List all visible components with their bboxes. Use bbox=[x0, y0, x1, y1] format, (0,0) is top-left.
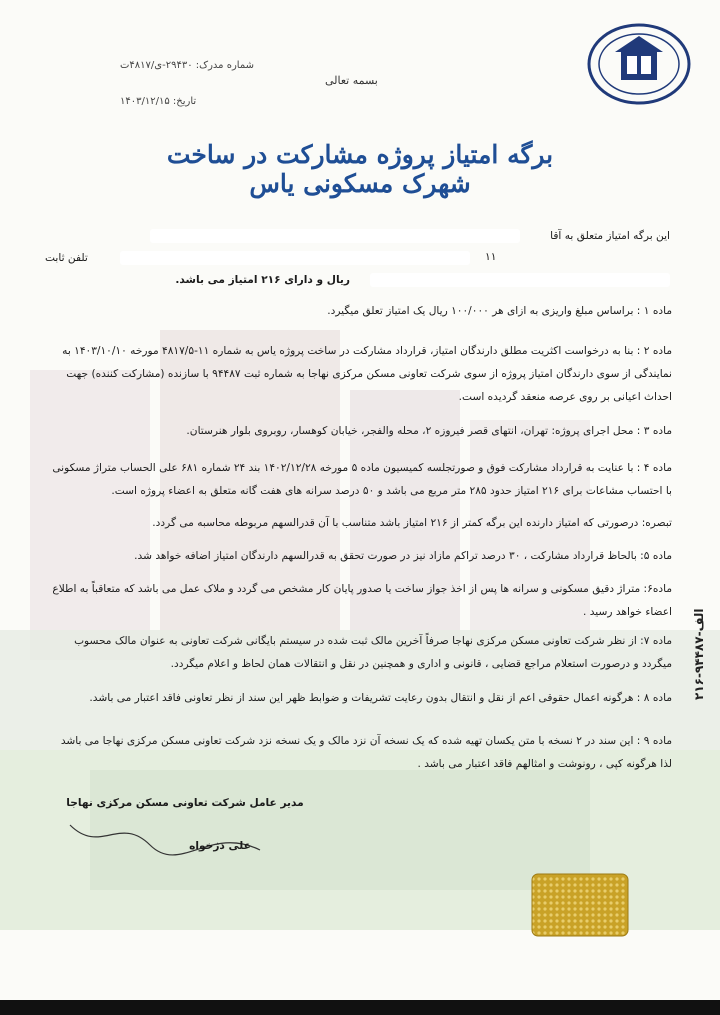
article-3: ماده ۳ : محل اجرای پروژه: تهران، انتهای قصر فیروزه ۲، محله والفجر، خیابان کوهسار، روبروی بلوار هنرستان. bbox=[186, 425, 672, 437]
document-date bbox=[120, 96, 196, 107]
intro-line-1: این برگه امتیاز متعلق به آقا bbox=[550, 230, 670, 242]
redaction-bar bbox=[370, 273, 670, 287]
intro-phone-label: تلفن ثابت bbox=[45, 252, 88, 264]
document-number-value: ۲۹۴۳۰-ی/۴۸۱۷ت bbox=[120, 60, 193, 71]
vertical-reference-code: الف-۹۴۴۸۷-۲۱۶ bbox=[692, 608, 706, 700]
document-title: برگه امتیاز پروژه مشارکت در ساخت شهرک مسکونی یاس bbox=[166, 140, 554, 198]
signatory-name: علی دژخواه bbox=[189, 840, 251, 852]
intro-points-line: ریال و دارای ۲۱۶ امتیاز می باشد. bbox=[175, 274, 350, 286]
gold-hologram-seal bbox=[530, 870, 630, 940]
signatory-title: مدیر عامل شرکت تعاونی مسکن مرکزی نهاجا bbox=[66, 797, 304, 809]
article-2: ماده ۲ : بنا به درخواست اکثریت مطلق دارندگان امتیاز، قرارداد مشارکت در ساخت پروژه یاس به شماره ۱۱-۴۸۱۷/۵ مورخه ۱۴۰۳/۱۰/۱۰ به نمایندگی از سوی دارندگان امتیاز پروژه از سوی شرکت تعاونی مسکن مرکزی نهاجا به شماره ثبت ۹۴۴۸۷ با سازنده (مشارکت کننده) جهت احداث اعیانی بر روی عرصه منعقد گردیده است. bbox=[62, 345, 672, 403]
article-4: ماده ۴ : با عنایت به قرارداد مشارکت فوق و صورتجلسه کمیسیون ماده ۵ مورخه ۱۴۰۲/۱۲/۲۸ بند ۲۴ شماره ۶۸۱ علی الحساب متراژ مسکونی با احتساب مشاعات برای ۲۱۶ امتیاز حدود ۲۸۵ متر مربع می باشد و ۵۰ درصد سرانه های هفت گانه متعلق به اعضاء پروژه است. bbox=[52, 462, 672, 497]
intro-phone-fragment: ۱۱ bbox=[485, 251, 497, 263]
article-7: ماده ۷: از نظر شرکت تعاونی مسکن مرکزی نهاجا صرفاً آخرین مالک ثبت شده در سیستم بایگانی شرکت تعاونی به عنوان مالک محسوب میگردد و درصورت استعلام مراجع قضایی ، قانونی و اداری و همچنین در نقل و انتقالات همان لحاظ و اعلام میگردد. bbox=[74, 635, 672, 670]
cooperative-logo bbox=[585, 22, 693, 107]
article-9: ماده ۹ : این سند در ۲ نسخه با متن یکسان تهیه شده که یک نسخه آن نزد مالک و یک نسخه نزد شرکت تعاونی مسکن مرکزی نهاجا می باشد لذا هرگونه کپی ، رونوشت و امثالهم فاقد اعتبار می باشد . bbox=[60, 735, 672, 770]
article-4-note: تبصره: درصورتی که امتیاز دارنده این برگه کمتر از ۲۱۶ امتیاز باشد متناسب با آن قدرالسهم مربوطه محاسبه می گردد. bbox=[152, 517, 672, 529]
document-number bbox=[120, 60, 254, 71]
redaction-bar bbox=[150, 229, 520, 243]
document-number-label: شماره مدرک: bbox=[195, 60, 254, 71]
article-6: ماده۶: متراژ دقیق مسکونی و سرانه ها پس از اخذ جواز ساخت یا صدور پایان کار مشخص می گردد و ملاک عمل می باشد که متعاقباً به اطلاع اعضاء خواهد رسید . bbox=[52, 583, 672, 618]
article-5: ماده ۵: بالحاظ قرارداد مشارکت ، ۳۰ درصد تراکم مازاد نیز در صورت تحقق به قدرالسهم دارندگان امتیاز اضافه خواهد شد. bbox=[134, 550, 672, 562]
document-date-value: ۱۴۰۳/۱۲/۱۵ bbox=[120, 96, 170, 107]
redaction-bar bbox=[120, 251, 470, 265]
article-8: ماده ۸ : هرگونه اعمال حقوقی اعم از نقل و انتقال بدون رعایت تشریفات و ضوابط ظهر این سند از نظر تعاونی فاقد اعتبار می باشد. bbox=[89, 692, 672, 704]
document-date-label: تاریخ: bbox=[172, 96, 197, 107]
invocation-heading: بسمه تعالی bbox=[325, 74, 378, 87]
bottom-edge-strip bbox=[0, 1000, 720, 1015]
article-1: ماده ۱ : براساس مبلغ واریزی به ازای هر ۱۰۰/۰۰۰ ریال یک امتیاز تعلق میگیرد. bbox=[327, 305, 672, 317]
